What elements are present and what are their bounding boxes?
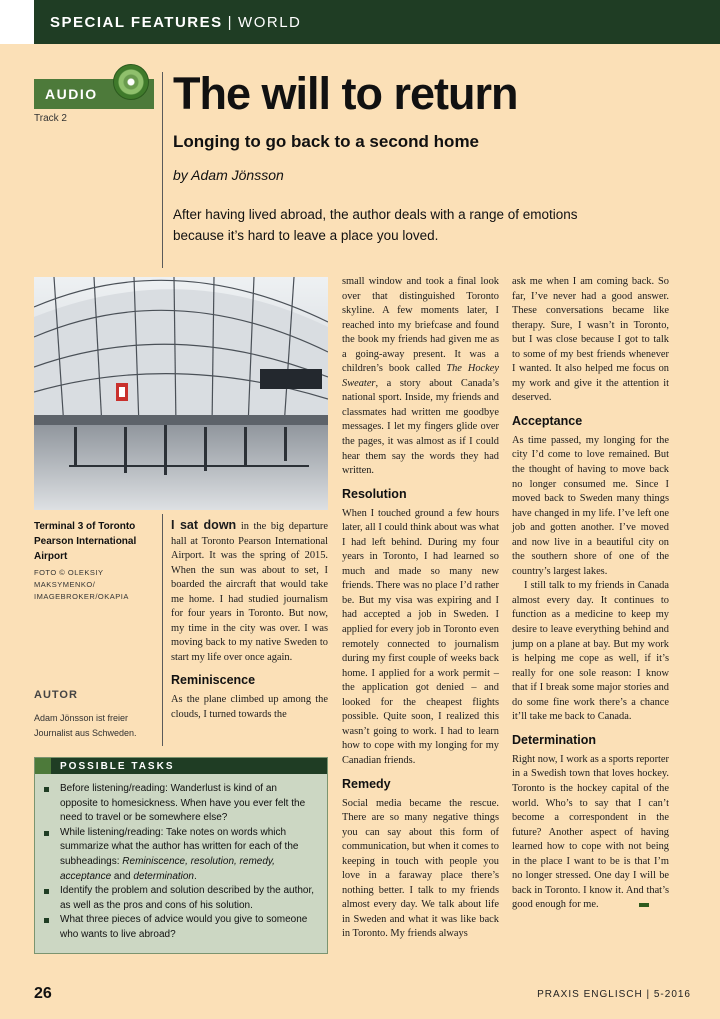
paragraph-text: small window and took a final look over that distinguished Toronto skyline. A few moments later, I reached into my briefcase and found the book my friends had given me as a going-away present. It was a children’s book called bbox=[342, 276, 499, 375]
article-title: The will to return bbox=[173, 68, 518, 119]
paragraph bbox=[512, 753, 669, 913]
paragraph: When I touched ground a few hours later, all I could think about was what I had left behind. During my four years in Toronto, I had learned so much and made so many new friends. There was no place I’d rather be. But my visa was expiring and I had accepted a job in Sweden. I applied for every job in Toronto even remotely connected to journalism during my first couple of weeks back home. I applied for a work permit – the application got denied – and looked for the cheapest flights possible. Quite soon, I realized this wasn’t going to work. I had to learn how to cope with my longing for my Canadian friends. bbox=[342, 507, 499, 766]
subsection-label: WORLD bbox=[238, 14, 302, 31]
cd-icon bbox=[113, 64, 149, 100]
paragraph-text: Right now, I work as a sports reporter in a Swedish town that loves hockey. Toronto is the hockey capital of the world. Who’s to say that I can’t become a correspondent in the future? Another aspect of having learned how to cope with not being in the place I want to be is that I’m no longer stressed. One day I will be back in Toronto. I know it. And that’s good enough for me. bbox=[512, 753, 669, 911]
subheading-determination: Determination bbox=[512, 732, 597, 747]
caption-title: Terminal 3 of Toronto Pearson International Airport bbox=[34, 521, 137, 562]
paragraph-text: , a story about Canada’s national sport. Inside, my friends and classmates had written me goodbye messages. I let my fingers glide over the pages, it was almost as if I could hear them say the words they had written. bbox=[342, 377, 499, 477]
subheading-acceptance: Acceptance bbox=[512, 413, 583, 428]
paragraph: ask me when I am coming back. So far, I’ve never had a good answer. These conversations became like therapy. Sure, I wasn’t in Toronto, but I was close because I got to talk to some of my best friends whenever I wanted. It also helped me focus on my work and give it the attention it deserved. bbox=[512, 276, 669, 404]
task-text: While listening/reading: Take notes on words which summarize what the author has written for each of the subheadings: bbox=[60, 826, 299, 867]
book-title: The Hockey Sweater bbox=[342, 363, 499, 389]
task-item bbox=[43, 826, 317, 884]
paragraph: As the plane climbed up among the clouds, I turned towards the bbox=[171, 694, 328, 721]
photo-credit: FOTO © OLEKSIY MAKSYMENKO/ IMAGEBROKER/OKAPIA bbox=[34, 568, 129, 601]
article-column-1 bbox=[171, 518, 328, 723]
byline: by Adam Jönsson bbox=[173, 167, 284, 183]
task-terms: Reminiscence, resolution, remedy, acceptance bbox=[60, 855, 275, 882]
page-number: 26 bbox=[34, 985, 52, 1002]
author-box-heading: AUTOR bbox=[34, 689, 78, 701]
subheading-resolution: Resolution bbox=[342, 486, 407, 501]
article-column-3 bbox=[512, 275, 669, 913]
page-header bbox=[0, 0, 720, 44]
task-text: and bbox=[111, 870, 134, 882]
end-mark-icon bbox=[639, 903, 649, 907]
task-list bbox=[35, 774, 327, 943]
photo-caption bbox=[34, 519, 156, 603]
column-divider bbox=[162, 514, 163, 746]
paragraph-text: in the big departure hall at Toronto Pearson International Airport. It was the spring of 2015. When the sun was about to set, I boarded the aircraft that would take me home. I had studied journalism for four years in Toronto. But now, my time in the city was over. I was moving back to my native Sweden to start my life over once again. bbox=[171, 521, 328, 663]
subheading-remedy: Remedy bbox=[342, 776, 391, 791]
task-item: What three pieces of advice would you give to someone who wants to live abroad? bbox=[43, 913, 317, 942]
tasks-heading: POSSIBLE TASKS bbox=[35, 758, 327, 774]
author-box-text: Adam Jönsson ist freier Journalist aus Schweden. bbox=[34, 713, 137, 738]
task-item: Before listening/reading: Wanderlust is kind of an opposite to homesickness. When have you ever felt the need to travel or be somewhere else? bbox=[43, 782, 317, 826]
magazine-footer: PRAXIS ENGLISCH | 5-2016 bbox=[537, 989, 691, 1000]
subheading-reminiscence: Reminiscence bbox=[171, 673, 256, 688]
article-subtitle: Longing to go back to a second home bbox=[173, 132, 480, 151]
section-bar bbox=[34, 0, 720, 44]
column-divider bbox=[162, 72, 163, 268]
paragraph bbox=[342, 275, 499, 479]
track-label: Track 2 bbox=[34, 113, 67, 124]
paragraph: I still talk to my friends in Canada almost every day. It continues to function as a medicine to keep my desire to leave everything behind and jump on a plane at bay. But my work is helping me cope as well, if it’s really for one sole reason: I know that if I break some major stories and do some fine work there’s a chance it’ll take me back to Canada. bbox=[512, 580, 669, 723]
paragraph: Social media became the rescue. There are so many negative things you can say about this form of communication, but when it comes to keeping in touch with people you love in a faraway place there’s nothing better. I talk to my friends almost every day. We talk about life in Sweden and what it was like back in Toronto. My friends always bbox=[342, 797, 499, 940]
section-separator: | bbox=[227, 14, 234, 31]
intro-text: After having lived abroad, the author deals with a range of emotions because it’s hard to leave a place you loved. bbox=[173, 207, 578, 243]
lead-in: I sat down bbox=[171, 518, 237, 532]
possible-tasks-box bbox=[34, 757, 328, 954]
task-text: . bbox=[194, 870, 197, 882]
section-label: SPECIAL FEATURES bbox=[50, 14, 223, 31]
article-column-2 bbox=[342, 275, 499, 942]
task-item: Identify the problem and solution described by the author, as well as the pros and cons of his solution. bbox=[43, 884, 317, 913]
audio-badge: AUDIO bbox=[34, 79, 154, 109]
paragraph: As time passed, my longing for the city I’d come to love remained. But the thought of having to move back no longer consumed me. Since I moved back to Sweden many things have changed in my life. I’ve left one job and gotten another. I’ve moved and now live in a beautiful city on the southern shore of one of the country’s largest lakes. bbox=[512, 434, 669, 577]
task-terms: determination bbox=[133, 870, 194, 882]
paragraph bbox=[171, 518, 328, 665]
airport-photo bbox=[34, 277, 328, 510]
